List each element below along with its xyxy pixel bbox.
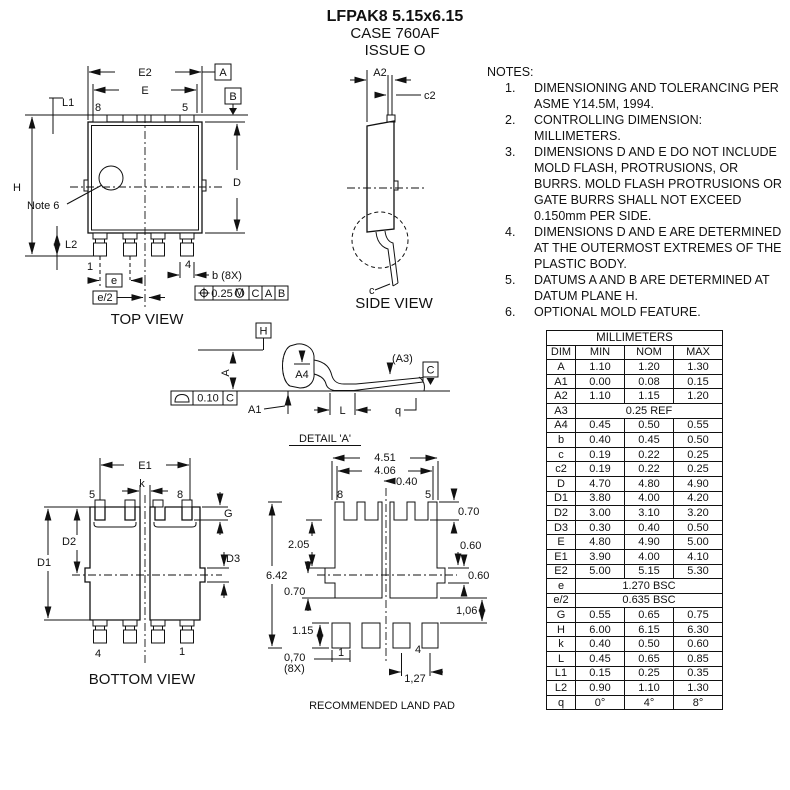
dim-notch-height: 0.70 [458,506,480,518]
pin5-number: 5 [88,489,96,501]
table-row [547,535,723,550]
col-header-nom: NOM [625,345,674,360]
cell-dim: L [547,652,576,667]
dim-e1: E1 [138,460,152,472]
note-text: OPTIONAL MOLD FEATURE. [534,305,701,319]
cell-value: 5.00 [576,564,625,579]
dim-small-pad-width: 0,70 [284,652,306,664]
note-number: 1. [505,81,516,95]
table-row [547,666,723,681]
cell-value: 5.30 [674,564,723,579]
cell-value: 0.35 [674,666,723,681]
note-item [487,144,787,224]
cell-value: 0.65 [625,608,674,623]
seating-plane-tolerance-frame [171,391,237,405]
detail-a-caption: DETAIL 'A' [299,433,351,445]
dim-total-height: 6.42 [266,570,288,582]
cell-value: 5.15 [625,564,674,579]
pin4-number: 4 [184,259,192,271]
cell-dim: c2 [547,462,576,477]
fcf-datum1: C [251,288,260,300]
datum-h-label: H [259,325,268,338]
cell-value: 8° [674,695,723,710]
detail-a-reference-circle [352,212,408,268]
case-number: CASE 760AF [350,25,440,42]
cell-dim: A2 [547,389,576,404]
note-number: 5. [505,273,516,287]
dim-a3: (A3) [392,353,413,365]
col-header-dim: DIM [547,345,576,360]
notes-heading: NOTES: [487,65,534,79]
top-view-drawing [5,58,335,335]
dim-e-half: e/2 [97,292,113,304]
cell-value: 0.25 [625,666,674,681]
cell-value: 0.25 [674,447,723,462]
bottom-leads [93,620,194,643]
pin1-number: 1 [86,261,94,273]
cell-dim: A [547,360,576,375]
cell-value: 3.20 [674,506,723,521]
cell-dim: D1 [547,491,576,506]
note-number: 6. [505,305,516,319]
note-item [487,224,787,272]
cell-value: 4.90 [625,535,674,550]
fcf-datum2: A [264,288,273,300]
cell-value: 1.20 [625,360,674,375]
cell-dim: G [547,608,576,623]
mold-feature-circle [99,166,123,190]
cell-value: 3.80 [576,491,625,506]
cell-value: 0.22 [625,447,674,462]
pin5-number: 5 [424,489,432,501]
issue-number: ISSUE O [364,42,426,59]
dim-l1: L1 [62,97,75,109]
note-number: 4. [505,225,516,239]
table-row [547,579,723,594]
col-header-max: MAX [674,345,723,360]
dim-small-pad-height: 1.15 [292,625,314,637]
table-row [547,433,723,448]
dim-a: A [220,369,232,377]
cell-value: 0.50 [625,418,674,433]
dim-c: c [369,285,375,297]
fcf-tolerance: 0.25 [211,288,233,300]
note-number: 3. [505,145,516,159]
notes-list [487,80,787,320]
dim-lead-width: 0.60 [460,540,482,552]
cell-value: 0.45 [625,433,674,448]
note-number: 2. [505,113,516,127]
cell-value: 6.30 [674,622,723,637]
note-text: DIMENSIONS D AND E DO NOT INCLUDE MOLD FLASH, PROTRUSIONS, OR BURRS. MOLD FLASH PROTRUSIONS OR GATE BURRS SHALL NOT EXCEED 0.150mm PER SIDE. [534,145,782,223]
dim-e: E [141,85,149,97]
cell-value: 1.10 [576,389,625,404]
cell-value: 0.08 [625,374,674,389]
package-side-body [367,121,394,232]
dim-lower-height: 0.70 [284,586,306,598]
note-item [487,112,787,144]
note-text: DIMENSIONING AND TOLERANCING PER ASME Y14.5M, 1994. [534,81,779,111]
cell-value: 4.00 [625,491,674,506]
cell-value: 0° [576,695,625,710]
dim-e2: E2 [138,67,152,79]
cell-value: 0.00 [576,374,625,389]
cell-value: 3.90 [576,549,625,564]
cell-value: 0.75 [674,608,723,623]
note-text: DIMENSIONS D AND E ARE DETERMINED AT THE OUTERMOST EXTREMES OF THE PLASTIC BODY. [534,225,782,271]
cell-value: 0.15 [576,666,625,681]
cell-value: 0.50 [674,433,723,448]
datum-c-label: C [426,364,435,377]
dim-table-body [547,360,723,710]
datum-b-label: B [229,91,237,103]
cell-value: 0.90 [576,681,625,696]
cell-value: 1.10 [576,360,625,375]
cell-value: 0.19 [576,447,625,462]
cell-span-value: 0.25 REF [576,403,723,418]
top-lead-tabs [93,115,194,122]
right-pad-outline [150,507,205,620]
cell-value: 4.70 [576,476,625,491]
cell-value: 1.30 [674,360,723,375]
cell-dim: A1 [547,374,576,389]
note-item [487,272,787,304]
table-row [547,608,723,623]
table-row [547,476,723,491]
table-row [547,637,723,652]
table-row [547,374,723,389]
dim-d3: D3 [226,553,241,565]
cell-value: 4.00 [625,549,674,564]
dim-h: H [13,182,21,194]
cell-value: 4.80 [625,476,674,491]
table-row [547,447,723,462]
fcf-tolerance: 0.10 [197,392,219,405]
table-row [547,549,723,564]
fcf-datum3: B [277,288,286,300]
land-pad-caption: RECOMMENDED LAND PAD [309,700,455,712]
cell-dim: D2 [547,506,576,521]
cell-dim: b [547,433,576,448]
fcf-datum: C [226,392,234,405]
pin1-number: 1 [337,647,345,659]
notes-section [487,64,787,320]
cell-value: 5.00 [674,535,723,550]
bottom-leads [93,233,194,256]
cell-value: 0.40 [576,433,625,448]
land-pad-drawing [262,448,494,718]
dim-g: G [224,508,233,520]
cell-dim: E2 [547,564,576,579]
side-view-drawing [332,58,490,320]
cell-dim: A3 [547,403,576,418]
bottom-view-drawing [30,440,275,698]
cell-value: 0.85 [674,652,723,667]
cell-value: 0.45 [576,418,625,433]
note-item [487,80,787,112]
cell-value: 4.90 [674,476,723,491]
table-row [547,418,723,433]
lead-cross-section [283,344,315,388]
table-row [547,389,723,404]
dim-d1: D1 [37,557,52,569]
cell-dim: e [547,579,576,594]
cell-value: 0.40 [576,637,625,652]
cell-value: 0.55 [674,418,723,433]
small-land-pads [332,623,438,648]
cell-dim: H [547,622,576,637]
dim-k: k [139,478,145,490]
cell-dim: q [547,695,576,710]
dim-l: L [339,405,346,417]
dim-inner-width: 4.06 [374,465,396,477]
note-text: DATUMS A AND B ARE DETERMINED AT DATUM PLANE H. [534,273,770,303]
cell-value: 4.10 [674,549,723,564]
cell-dim: D [547,476,576,491]
cell-value: 0.30 [576,520,625,535]
dim-center-gap: 0.40 [396,476,418,488]
cell-value: 6.15 [625,622,674,637]
table-row [547,360,723,375]
pin4-number: 4 [94,648,102,660]
table-row [547,491,723,506]
dim-q: q [395,405,402,417]
cell-dim: e/2 [547,593,576,608]
pin8-number: 8 [94,102,102,114]
note6-callout: Note 6 [27,200,60,212]
pin1-number: 1 [178,646,186,658]
dim-a2: A2 [373,67,387,79]
cell-value: 0.50 [674,520,723,535]
cell-value: 3.00 [576,506,625,521]
note-item [487,304,787,320]
cell-value: 0.65 [625,652,674,667]
table-row [547,622,723,637]
table-row [547,403,723,418]
cell-value: 0.55 [576,608,625,623]
dim-a1: A1 [248,404,262,416]
dim-pitch: 1,27 [404,673,426,685]
table-row [547,593,723,608]
cell-dim: k [547,637,576,652]
cell-value: 4.80 [576,535,625,550]
note-text: CONTROLLING DIMENSION: MILLIMETERS. [534,113,703,143]
cell-value: 1.15 [625,389,674,404]
table-row [547,695,723,710]
detail-a-drawing [168,318,462,452]
dim-l2: L2 [65,239,78,251]
dim-outer-width: 4.51 [374,452,396,464]
cell-value: 4.20 [674,491,723,506]
package-name: LFPAK8 5.15x6.15 [326,8,464,25]
dimension-table [546,330,723,710]
cell-value: 6.00 [576,622,625,637]
drawing-title [0,8,790,59]
cell-dim: A4 [547,418,576,433]
pin4-number: 4 [414,644,422,656]
cell-dim: D3 [547,520,576,535]
cell-value: 1.10 [625,681,674,696]
right-land-pad [390,502,445,598]
dim-mid-height: 2.05 [288,539,310,551]
cell-span-value: 1.270 BSC [576,579,723,594]
dim-d2: D2 [62,536,77,548]
bottom-view-caption: BOTTOM VIEW [88,671,196,688]
cell-dim: E [547,535,576,550]
cell-value: 0.15 [674,374,723,389]
top-view-caption: TOP VIEW [110,311,184,328]
table-row [547,652,723,667]
cell-value: 0.19 [576,462,625,477]
cell-value: 1.20 [674,389,723,404]
dim-c2: c2 [424,90,436,102]
table-row [547,462,723,477]
col-header-min: MIN [576,345,625,360]
dim-e-pitch: e [110,275,118,287]
position-tolerance-frame [195,286,288,300]
dim-d: D [233,177,241,189]
fcf-modifier: M [234,287,245,299]
table-title: MILLIMETERS [547,331,723,346]
cell-dim: c [547,447,576,462]
cell-value: 0.40 [625,520,674,535]
pin5-number: 5 [181,102,189,114]
dim-a4: A4 [295,369,309,381]
cell-value: 4° [625,695,674,710]
side-view-caption: SIDE VIEW [355,295,433,312]
datum-a-label: A [219,67,227,79]
dim-vertical-gap: 1,06 [456,605,478,617]
left-land-pad [325,502,382,598]
table-row [547,564,723,579]
cell-dim: L1 [547,666,576,681]
cell-dim: L2 [547,681,576,696]
table-row [547,681,723,696]
pin8-number: 8 [336,489,344,501]
table-row [547,520,723,535]
cell-dim: E1 [547,549,576,564]
cell-value: 0.25 [674,462,723,477]
pin8-number: 8 [176,489,184,501]
cell-span-value: 0.635 BSC [576,593,723,608]
dim-tab-height: 0.60 [468,570,490,582]
cell-value: 0.45 [576,652,625,667]
cell-value: 1.30 [674,681,723,696]
cell-value: 0.60 [674,637,723,652]
dim-b-8x: b (8X) [212,270,242,282]
left-pad-outline [85,507,140,620]
cell-value: 3.10 [625,506,674,521]
cell-value: 0.22 [625,462,674,477]
dim-small-pad-qty: (8X) [284,663,305,675]
table-row [547,506,723,521]
cell-value: 0.50 [625,637,674,652]
